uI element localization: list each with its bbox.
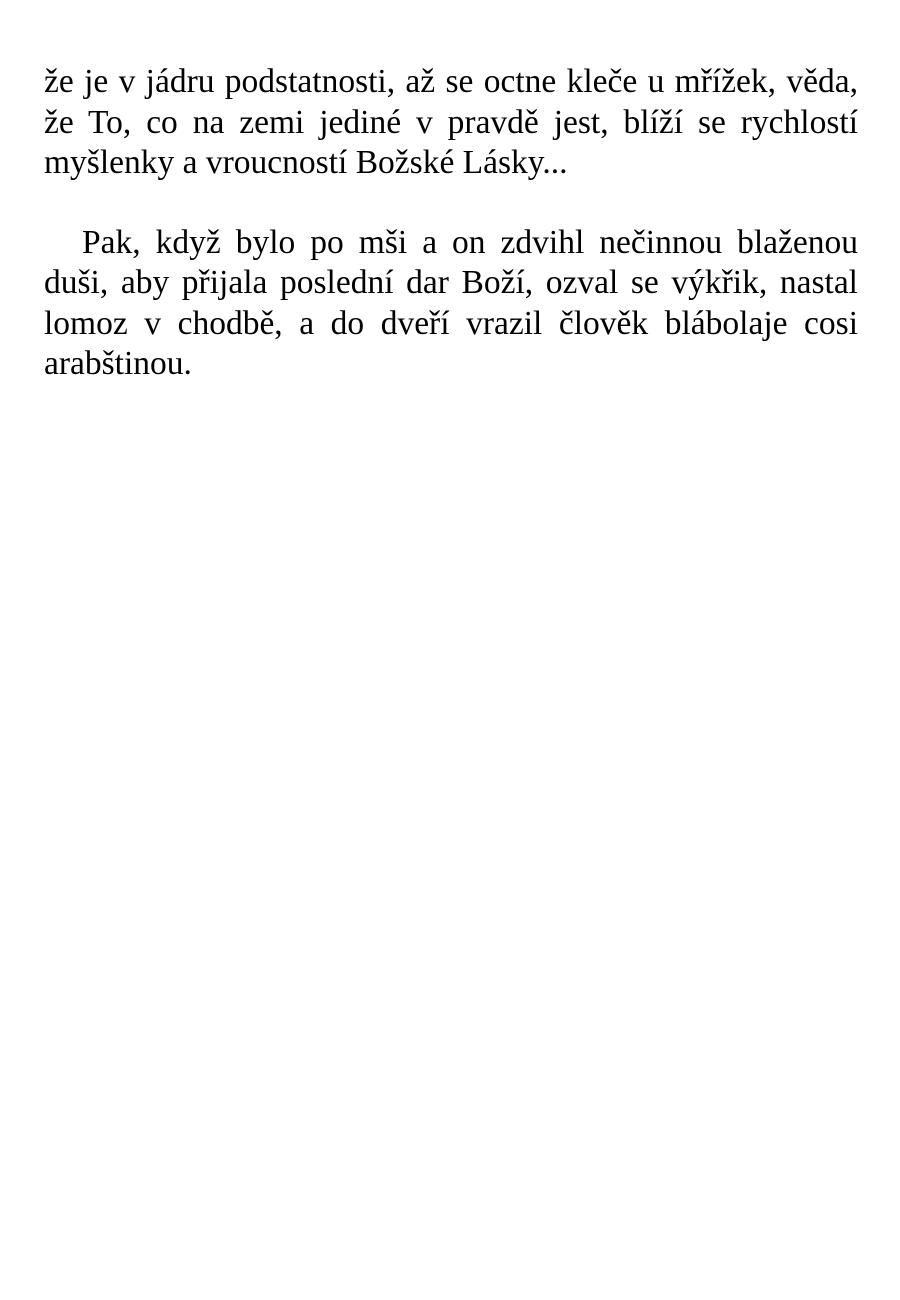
page-body [44, 62, 858, 385]
paragraph: Pak, když bylo po mši a on zdvihl nečinnou blaženou duši, aby přijala poslední dar Boží, ozval se výkřik, nastal lomoz v chodbě, a do dveří vrazil člověk blábolaje cosi arabštinou. [44, 223, 858, 382]
paragraph-continuation: že je v jádru podstatnosti, až se octne kleče u mřížek, věda, že To, co na zemi jediné v pravdě jest, blíží se rychlostí myšlenky a vroucností Božské Lásky... [44, 63, 858, 181]
